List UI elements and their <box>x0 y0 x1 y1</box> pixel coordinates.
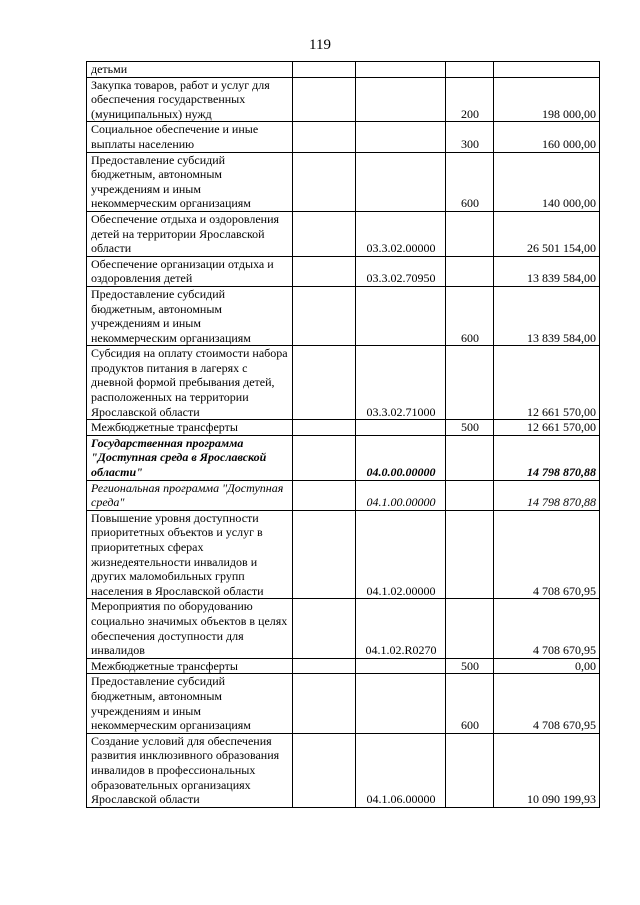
row-name-cell: Создание условий для обеспечения развития инклюзивного образования инвалидов в профессиональных образовательных организациях Ярославской области <box>87 733 293 807</box>
row-csr-cell: 03.3.02.00000 <box>356 211 446 256</box>
row-sum-cell: 198 000,00 <box>494 77 600 122</box>
row-name-cell: Социальное обеспечение и иные выплаты населению <box>87 122 293 152</box>
row-sum-cell: 26 501 154,00 <box>494 211 600 256</box>
row-vr-cell: 600 <box>446 286 494 345</box>
row-sum-cell: 12 661 570,00 <box>494 346 600 420</box>
row-vr-cell: 200 <box>446 77 494 122</box>
table-row <box>87 286 600 345</box>
row-empty-cell <box>293 62 356 78</box>
row-csr-cell: 04.0.00.00000 <box>356 435 446 480</box>
row-name-cell: Обеспечение организации отдыха и оздоровления детей <box>87 256 293 286</box>
row-empty-cell <box>293 211 356 256</box>
row-csr-cell <box>356 420 446 436</box>
table-row <box>87 658 600 674</box>
row-csr-cell <box>356 62 446 78</box>
table-row <box>87 62 600 78</box>
row-sum-cell: 4 708 670,95 <box>494 510 600 599</box>
row-empty-cell <box>293 510 356 599</box>
row-vr-cell: 300 <box>446 122 494 152</box>
table-row <box>87 256 600 286</box>
row-csr-cell: 04.1.00.00000 <box>356 480 446 510</box>
row-sum-cell: 0,00 <box>494 658 600 674</box>
row-empty-cell <box>293 256 356 286</box>
table-row <box>87 122 600 152</box>
row-vr-cell <box>446 62 494 78</box>
row-csr-cell <box>356 674 446 733</box>
row-vr-cell <box>446 599 494 658</box>
page-number: 119 <box>309 37 331 53</box>
row-sum-cell: 14 798 870,88 <box>494 435 600 480</box>
row-empty-cell <box>293 733 356 807</box>
row-vr-cell <box>446 346 494 420</box>
row-vr-cell <box>446 510 494 599</box>
row-name-cell: Предоставление субсидий бюджетным, автономным учреждениям и иным некоммерческим организациям <box>87 152 293 211</box>
table-row <box>87 674 600 733</box>
row-csr-cell <box>356 122 446 152</box>
row-empty-cell <box>293 435 356 480</box>
row-sum-cell: 140 000,00 <box>494 152 600 211</box>
table-row <box>87 77 600 122</box>
row-sum-cell: 10 090 199,93 <box>494 733 600 807</box>
row-name-cell: Межбюджетные трансферты <box>87 658 293 674</box>
table-row <box>87 480 600 510</box>
row-csr-cell <box>356 658 446 674</box>
row-sum-cell: 12 661 570,00 <box>494 420 600 436</box>
budget-table-body <box>87 62 600 808</box>
row-sum-cell: 13 839 584,00 <box>494 286 600 345</box>
table-row <box>87 420 600 436</box>
row-empty-cell <box>293 286 356 345</box>
row-vr-cell: 500 <box>446 658 494 674</box>
row-sum-cell <box>494 62 600 78</box>
table-row <box>87 152 600 211</box>
row-csr-cell: 04.1.02.00000 <box>356 510 446 599</box>
row-vr-cell <box>446 733 494 807</box>
row-sum-cell: 160 000,00 <box>494 122 600 152</box>
table-row <box>87 599 600 658</box>
row-sum-cell: 4 708 670,95 <box>494 674 600 733</box>
row-empty-cell <box>293 420 356 436</box>
table-row <box>87 211 600 256</box>
row-empty-cell <box>293 599 356 658</box>
row-empty-cell <box>293 480 356 510</box>
row-name-cell: Предоставление субсидий бюджетным, автономным учреждениям и иным некоммерческим организациям <box>87 674 293 733</box>
row-name-cell: Субсидия на оплату стоимости набора продуктов питания в лагерях с дневной формой пребывания детей, расположенных на территории Ярославской области <box>87 346 293 420</box>
row-vr-cell: 500 <box>446 420 494 436</box>
row-csr-cell <box>356 286 446 345</box>
row-name-cell: детьми <box>87 62 293 78</box>
row-empty-cell <box>293 122 356 152</box>
row-sum-cell: 4 708 670,95 <box>494 599 600 658</box>
row-csr-cell <box>356 152 446 211</box>
row-empty-cell <box>293 152 356 211</box>
row-empty-cell <box>293 346 356 420</box>
table-row <box>87 435 600 480</box>
row-sum-cell: 13 839 584,00 <box>494 256 600 286</box>
row-vr-cell: 600 <box>446 152 494 211</box>
row-name-cell: Закупка товаров, работ и услуг для обеспечения государственных (муниципальных) нужд <box>87 77 293 122</box>
row-csr-cell <box>356 77 446 122</box>
row-empty-cell <box>293 77 356 122</box>
row-name-cell: Повышение уровня доступности приоритетных объектов и услуг в приоритетных сферах жизнедеятельности инвалидов и других маломобильных групп населения в Ярославской области <box>87 510 293 599</box>
budget-table <box>86 61 600 808</box>
table-row <box>87 346 600 420</box>
row-sum-cell: 14 798 870,88 <box>494 480 600 510</box>
row-csr-cell: 04.1.02.R0270 <box>356 599 446 658</box>
row-name-cell: Предоставление субсидий бюджетным, автономным учреждениям и иным некоммерческим организациям <box>87 286 293 345</box>
row-name-cell: Обеспечение отдыха и оздоровления детей на территории Ярославской области <box>87 211 293 256</box>
row-vr-cell <box>446 480 494 510</box>
row-empty-cell <box>293 658 356 674</box>
table-row <box>87 510 600 599</box>
row-vr-cell: 600 <box>446 674 494 733</box>
row-empty-cell <box>293 674 356 733</box>
row-csr-cell: 03.3.02.70950 <box>356 256 446 286</box>
table-row <box>87 733 600 807</box>
row-name-cell: Государственная программа "Доступная среда в Ярославской области" <box>87 435 293 480</box>
row-name-cell: Региональная программа "Доступная среда" <box>87 480 293 510</box>
row-csr-cell: 04.1.06.00000 <box>356 733 446 807</box>
row-name-cell: Мероприятия по оборудованию социально значимых объектов в целях обеспечения доступности для инвалидов <box>87 599 293 658</box>
row-vr-cell <box>446 256 494 286</box>
row-vr-cell <box>446 435 494 480</box>
row-name-cell: Межбюджетные трансферты <box>87 420 293 436</box>
row-vr-cell <box>446 211 494 256</box>
row-csr-cell: 03.3.02.71000 <box>356 346 446 420</box>
